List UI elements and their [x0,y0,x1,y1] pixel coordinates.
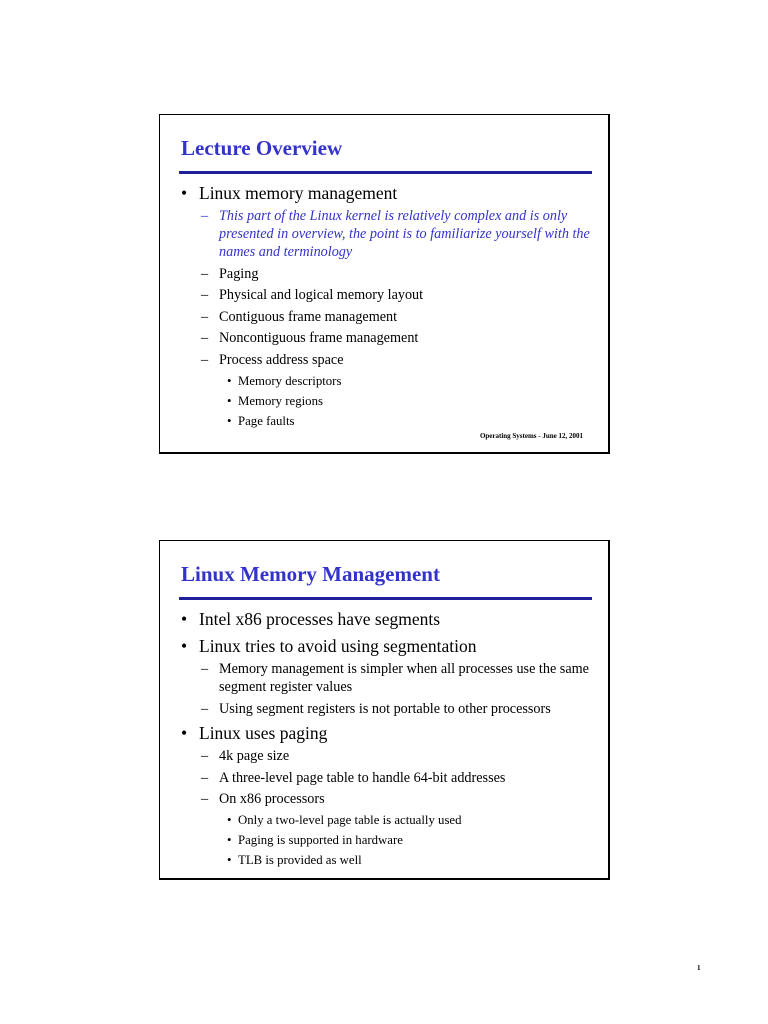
bullet-item [181,721,596,746]
dash-marker: – [201,287,209,304]
sub-item-text: Paging [219,265,259,282]
bullet-marker: • [227,852,232,867]
bullet-marker: • [181,636,188,656]
slide-footer: Operating Systems - June 12, 2001 [479,432,583,440]
bullet-marker: • [227,812,232,827]
sub-sub-item-text: TLB is provided as well [238,852,362,867]
dash-marker: – [201,791,209,808]
sub-item [181,660,596,696]
dash-marker: – [201,700,209,717]
bullet-marker: • [181,723,188,744]
sub-item-text: Using segment registers is not portable to other processors [219,700,551,717]
sub-sub-item-text: Memory descriptors [238,373,342,388]
dash-marker: – [201,308,209,325]
sub-item-text: Noncontiguous frame management [219,330,419,347]
sub-item-text: On x86 processors [219,791,325,808]
sub-sub-item-text: Only a two-level page table is actually used [238,812,462,827]
sub-item [181,329,596,347]
sub-item-text: Contiguous frame management [219,308,398,325]
bullet-marker: • [227,373,232,388]
bullet-text: Linux tries to avoid using segmentation [199,636,477,656]
dash-marker: – [201,661,209,677]
slide-linux-memory-management [159,540,610,880]
sub-item [181,769,596,787]
dash-marker: – [201,748,209,765]
sub-item [181,700,596,718]
dash-marker: – [201,769,209,786]
bullet-text: Linux uses paging [199,723,328,744]
slide-content [181,181,596,433]
dash-marker: – [201,265,209,282]
sub-item-note [181,207,596,261]
bullet-text: Linux memory management [199,183,398,203]
sub-sub-item [181,812,596,829]
bullet-marker: • [181,609,188,629]
sub-item [181,265,596,283]
title-underline [179,171,592,174]
sub-item [181,351,596,369]
sub-item [181,286,596,304]
sub-item-text: A three-level page table to handle 64-bit addresses [219,769,506,786]
dash-marker: – [201,208,209,224]
sub-item [181,308,596,326]
sub-item-text: 4k page size [219,748,290,765]
bullet-marker: • [227,393,232,408]
bullet-text: Intel x86 processes have segments [199,609,441,629]
sub-sub-item [181,832,596,849]
sub-item [181,790,596,808]
bullet-item [181,607,596,632]
sub-sub-item [181,413,596,430]
sub-sub-item [181,393,596,410]
sub-sub-item-text: Paging is supported in hardware [238,832,403,847]
sub-sub-item-text: Memory regions [238,393,323,408]
title-underline [179,597,592,600]
bullet-item [181,181,596,206]
sub-item-text: Memory management is simpler when all processes use the same segment register values [219,661,589,695]
sub-sub-item-text: Page faults [238,413,295,428]
dash-marker: – [201,330,209,347]
note-text: This part of the Linux kernel is relatively complex and is only presented in overview, the point is to familiarize yourself with the names and terminology [219,208,590,260]
sub-item-text: Physical and logical memory layout [219,287,424,304]
bullet-item [181,634,596,659]
slide-title: Linux Memory Management [181,562,440,586]
slide-title: Lecture Overview [181,136,343,160]
sub-item [181,747,596,765]
sub-item-text: Process address space [219,351,344,368]
bullet-marker: • [227,832,232,847]
slide-lecture-overview [159,114,610,454]
dash-marker: – [201,351,209,368]
bullet-marker: • [227,413,232,428]
page-number: 1 [697,964,701,972]
sub-sub-item [181,373,596,390]
slide-content [181,607,596,872]
sub-sub-item [181,852,596,869]
bullet-marker: • [181,183,188,203]
